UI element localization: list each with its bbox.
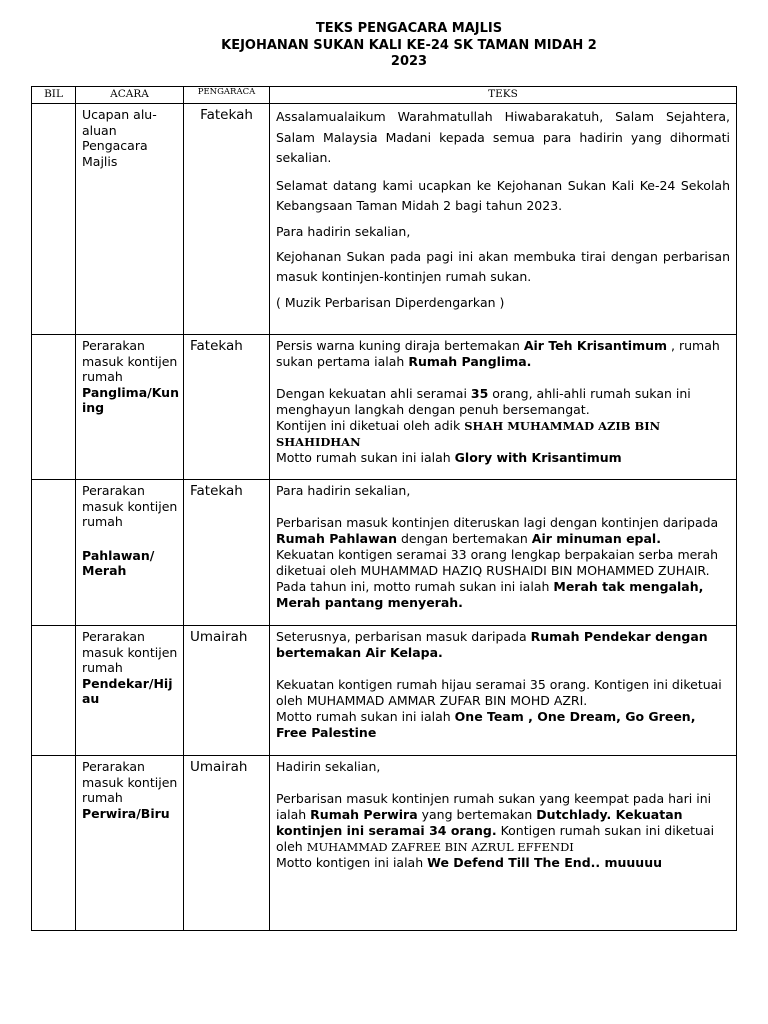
acara-house: Pendekar/Hijau <box>82 675 173 706</box>
theme-name: Air minuman epal. <box>531 531 661 546</box>
teks-paragraph: Kekuatan kontigen seramai 33 orang lengkap berpakaian serba merah diketuai oleh MUHAMMAD HAZIQ RUSHAIDI BIN MOHAMMED ZUHAIR. <box>276 547 719 578</box>
text-run: , rumah sukan pertama ialah <box>276 338 720 369</box>
acara-text: Ucapan alu-aluan Pengacara Majlis <box>82 107 157 169</box>
teks-paragraph <box>276 709 730 741</box>
table-row <box>32 756 737 931</box>
acara-cell <box>76 626 184 756</box>
teks-paragraph: Para hadirin sekalian, <box>276 483 411 498</box>
acara-cell <box>76 480 184 626</box>
text-run: Kontigen rumah sukan ini diketuai oleh <box>276 823 715 854</box>
acara-text: Perarakan masuk kontijen rumah <box>82 759 178 805</box>
house-motto: Glory with Krisantimum <box>454 450 622 465</box>
title-line-3: 2023 <box>390 54 428 69</box>
pengacara-cell <box>184 335 270 480</box>
acara-house: Perwira/Biru <box>82 805 170 821</box>
teks-paragraph <box>276 629 730 661</box>
text-run: Perbarisan masuk kontinjen rumah sukan yang keempat pada hari ini ialah <box>276 791 712 822</box>
acara-text: Perarakan masuk kontijen rumah <box>82 629 178 675</box>
text-run: Perbarisan masuk kontinjen diteruskan lagi dengan kontinjen daripada <box>276 515 719 530</box>
title-line-2: KEJOHANAN SUKAN KALI KE-24 SK TAMAN MIDAH 2 <box>221 37 597 53</box>
text-run: Pada tahun ini, motto rumah sukan ini ialah <box>276 579 554 594</box>
teks-cell <box>270 104 737 335</box>
teks-paragraph <box>276 579 730 611</box>
teks-paragraph <box>276 855 730 871</box>
text-run: Motto kontigen ini ialah <box>276 855 428 870</box>
member-count: 35 <box>470 386 489 401</box>
pengacara-cell <box>184 104 270 335</box>
bil-cell <box>32 626 76 756</box>
teks-paragraph <box>276 418 730 450</box>
table-header-row <box>32 87 737 104</box>
header-bil: BIL <box>32 87 76 104</box>
header-acara: ACARA <box>76 87 184 104</box>
pengacara-cell <box>184 480 270 626</box>
pengacara-name: Fatekah <box>200 107 253 123</box>
house-name: Rumah Panglima. <box>408 354 532 369</box>
teks-cell <box>270 335 737 480</box>
text-run: yang bertemakan <box>417 807 537 822</box>
teks-paragraph <box>276 515 730 547</box>
text-run: Motto rumah sukan ini ialah <box>276 450 455 465</box>
teks-paragraph: Para hadirin sekalian, <box>276 223 411 239</box>
title-line-1: TEKS PENGACARA MAJLIS <box>315 21 503 36</box>
teks-paragraph: Assalamualaikum Warahmatullah Hiwabarakatuh, Salam Sejahtera, Salam Malaysia Madani kepada semua para hadirin yang dihormati sekalian. <box>276 109 730 165</box>
pengacara-name: Fatekah <box>190 483 243 499</box>
house-name: Rumah Perwira <box>310 807 418 822</box>
pengacara-cell <box>184 626 270 756</box>
teks-paragraph: Kejohanan Sukan pada pagi ini akan membuka tirai dengan perbarisan masuk kontinjen-kontinjen rumah sukan. <box>276 248 730 284</box>
table-row <box>32 626 737 756</box>
teks-paragraph <box>276 450 730 466</box>
teks-paragraph <box>276 386 730 418</box>
text-run: Kontijen ini diketuai oleh adik <box>276 418 465 433</box>
pengacara-name: Umairah <box>190 759 248 775</box>
teks-cell <box>270 626 737 756</box>
leader-name: MUHAMMAD ZAFREE BIN AZRUL EFFENDI <box>306 840 574 854</box>
teks-paragraph <box>276 338 730 370</box>
teks-paragraph: Selamat datang kami ucapkan ke Kejohanan Sukan Kali Ke-24 Sekolah Kebangsaan Taman Midah 2 bagi tahun 2023. <box>276 177 730 213</box>
text-run: Motto rumah sukan ini ialah <box>276 709 455 724</box>
pengacara-name: Umairah <box>190 629 248 645</box>
house-motto: Merah tak mengalah, Merah pantang menyerah. <box>276 579 704 610</box>
theme-name: Air Teh Krisantimum <box>523 338 668 353</box>
pengacara-cell <box>184 756 270 931</box>
acara-text: Perarakan masuk kontijen rumah <box>82 483 178 529</box>
teks-cell <box>270 756 737 931</box>
text-run: orang, ahli-ahli rumah sukan ini menghayun langkah dengan penuh bersemangat. <box>276 386 691 417</box>
teks-paragraph: Hadirin sekalian, <box>276 759 381 774</box>
text-run: Dengan kekuatan ahli seramai <box>276 386 471 401</box>
bil-cell <box>32 335 76 480</box>
teks-paragraph: ( Muzik Perbarisan Diperdengarkan ) <box>276 294 505 310</box>
acara-cell <box>76 104 184 335</box>
acara-house: Panglima/Kuning <box>82 384 179 415</box>
table-row <box>32 480 737 626</box>
teks-cell <box>270 480 737 626</box>
table-row <box>32 104 737 335</box>
text-run: Persis warna kuning diraja bertemakan <box>276 338 524 353</box>
text-run: Seterusnya, perbarisan masuk daripada <box>276 629 531 644</box>
document-title <box>0 21 768 71</box>
acara-text: Perarakan masuk kontijen rumah <box>82 338 178 384</box>
house-motto: We Defend Till The End.. muuuuu <box>427 855 663 870</box>
acara-cell <box>76 756 184 931</box>
house-theme: Rumah Pendekar dengan bertemakan Air Kelapa. <box>276 629 708 660</box>
teks-paragraph <box>276 791 730 855</box>
acara-house: Pahlawan/ Merah <box>82 547 155 578</box>
header-pengaraca: PENGARACA <box>184 87 270 104</box>
table-row <box>32 335 737 480</box>
bil-cell <box>32 480 76 626</box>
text-run: dengan bertemakan <box>397 531 532 546</box>
script-table <box>31 86 737 931</box>
house-motto: One Team , One Dream, Go Green, Free Palestine <box>276 709 696 740</box>
header-teks: TEKS <box>270 87 737 104</box>
theme-and-count: Dutchlady. Kekuatan kontinjen ini seramai 34 orang. <box>276 807 683 838</box>
leader-name: SHAH MUHAMMAD AZIB BIN SHAHIDHAN <box>276 419 661 449</box>
acara-cell <box>76 335 184 480</box>
pengacara-name: Fatekah <box>190 338 243 354</box>
bil-cell <box>32 756 76 931</box>
bil-cell <box>32 104 76 335</box>
house-name: Rumah Pahlawan <box>276 531 397 546</box>
teks-paragraph: Kekuatan kontigen rumah hijau seramai 35 orang. Kontigen ini diketuai oleh MUHAMMAD AMMAR ZUFAR BIN MOHD AZRI. <box>276 677 722 708</box>
